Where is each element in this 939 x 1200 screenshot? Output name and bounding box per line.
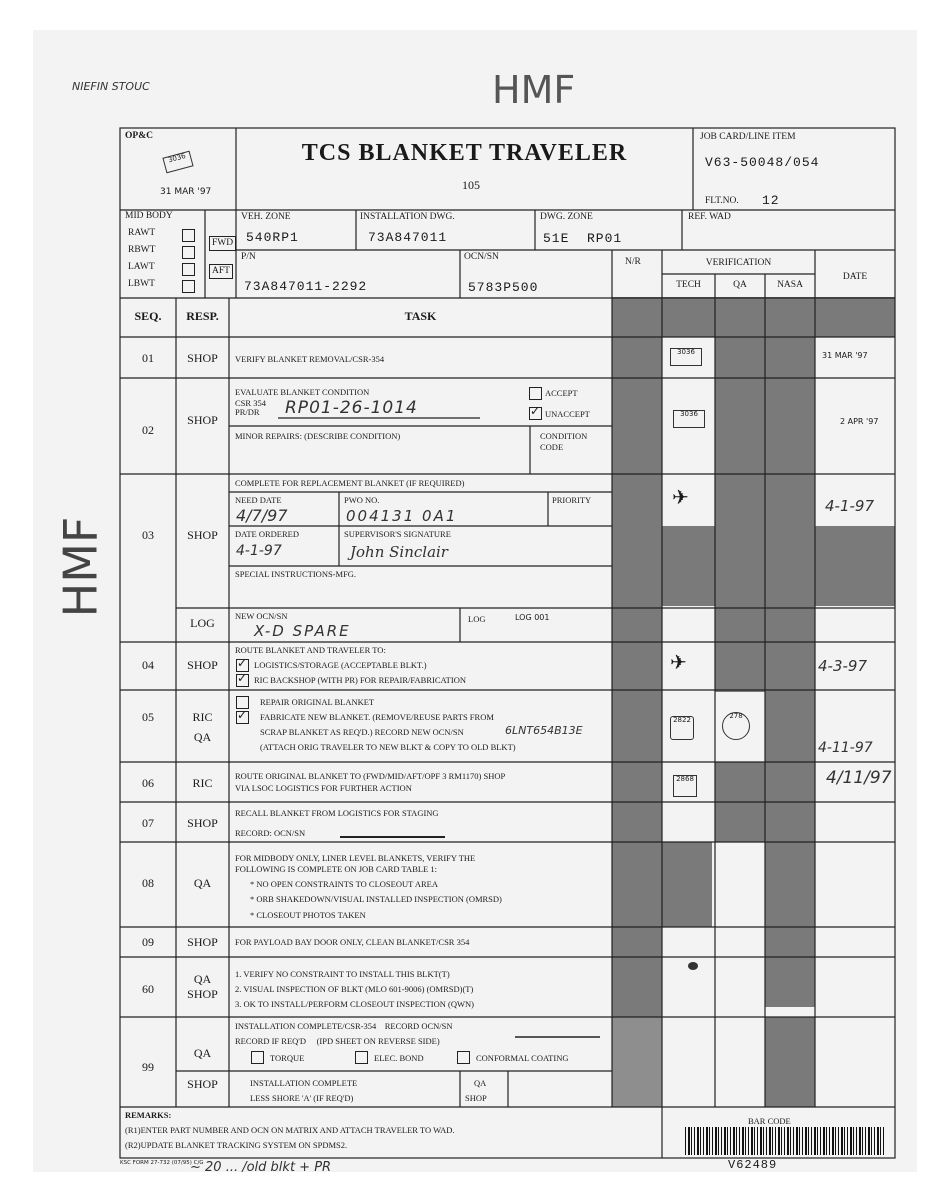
rawt-checkbox[interactable] xyxy=(182,229,195,242)
row-01-seq: 01 xyxy=(142,351,154,365)
row-60-line3: 3. OK TO INSTALL/PERFORM CLOSEOUT INSPECTION (QWN) xyxy=(235,999,474,1009)
row-04-route: ROUTE BLANKET AND TRAVELER TO: xyxy=(235,645,386,655)
install-dwg-value: 73A847011 xyxy=(368,230,448,245)
barcode-value: V62489 xyxy=(728,1158,778,1172)
row-99-shop: SHOP xyxy=(465,1093,487,1103)
row-02-minor: MINOR REPAIRS: (DESCRIBE CONDITION) xyxy=(235,431,401,441)
row-07-resp: SHOP xyxy=(187,816,218,830)
row-99-line2: RECORD IF REQ'D (IPD SHEET ON REVERSE SIDE) xyxy=(235,1036,440,1046)
flt-no-value: 12 xyxy=(762,193,780,208)
fabricate-new-checkbox[interactable] xyxy=(236,711,249,724)
ocn-label: OCN/SN xyxy=(464,252,499,262)
row-06-line2: VIA LSOC LOGISTICS FOR FURTHER ACTION xyxy=(235,783,412,793)
row-02-date: 2 APR '97 xyxy=(840,417,879,426)
row-05-resp2: QA xyxy=(193,730,212,744)
torque-checkbox[interactable] xyxy=(251,1051,264,1064)
accept-label: ACCEPT xyxy=(545,388,578,398)
row-02-seq: 02 xyxy=(142,423,154,437)
conformal-coating-label: CONFORMAL COATING xyxy=(476,1053,569,1063)
handwriting-bottom: ~ 20 ... /old blkt + PR xyxy=(190,1160,332,1175)
row-99-resp: QA xyxy=(193,1046,212,1060)
new-ocn-label: NEW OCN/SN xyxy=(235,611,288,621)
row-99-line4: INSTALLATION COMPLETE xyxy=(250,1078,358,1088)
mid-body-lbwt: LBWT xyxy=(128,279,155,289)
need-date-value: 4/7/97 xyxy=(236,506,288,525)
date-ordered-label: DATE ORDERED xyxy=(235,529,299,539)
ric-backshop-checkbox[interactable] xyxy=(236,674,249,687)
row-04-seq: 04 xyxy=(142,658,154,672)
flt-no-label: FLT.NO. xyxy=(705,196,739,206)
row-05-ocn-hand: 6LNT654B13E xyxy=(505,724,583,737)
row-08-line2: FOLLOWING IS COMPLETE ON JOB CARD TABLE 1: xyxy=(235,864,437,874)
row-07-seq: 07 xyxy=(142,816,154,830)
row-05-seq: 05 xyxy=(142,710,154,724)
row-99-seq: 99 xyxy=(142,1060,154,1074)
row-04-resp: SHOP xyxy=(187,658,218,672)
row-02-resp: SHOP xyxy=(187,413,218,427)
row-01-resp: SHOP xyxy=(187,351,218,365)
remarks-label: REMARKS: xyxy=(125,1110,172,1120)
task-header: TASK xyxy=(404,309,437,323)
row-08-bullet1: * NO OPEN CONSTRAINTS TO CLOSEOUT AREA xyxy=(250,879,438,889)
remark-r1: (R1)ENTER PART NUMBER AND OCN ON MATRIX AND ATTACH TRAVELER TO WAD. xyxy=(125,1125,455,1135)
unaccept-label: UNACCEPT xyxy=(545,409,590,419)
row-05-opt1: REPAIR ORIGINAL BLANKET xyxy=(260,697,375,707)
row-02-prdr-value: RP01-26-1014 xyxy=(285,398,418,418)
row-05-qa-stamp: 278 xyxy=(722,712,750,740)
row-04-tech-mark: ✈ xyxy=(670,652,687,674)
barcode-label: BAR CODE xyxy=(748,1116,791,1126)
need-date-label: NEED DATE xyxy=(235,495,282,505)
row-05-date: 4-11-97 xyxy=(818,740,873,756)
row-06-seq: 06 xyxy=(142,776,154,790)
row-03-resp: SHOP xyxy=(187,528,218,542)
row-07-line2: RECORD: OCN/SN xyxy=(235,828,306,838)
row-99-line1: INSTALLATION COMPLETE/CSR-354 RECORD OCN/SN xyxy=(235,1021,453,1031)
row-03-seq: 03 xyxy=(142,528,154,542)
pn-label: P/N xyxy=(241,252,256,262)
row-02-csr: CSR 354 xyxy=(235,398,266,408)
unaccept-checkbox[interactable] xyxy=(529,407,542,420)
supervisor-label: SUPERVISOR'S SIGNATURE xyxy=(344,529,451,539)
handwriting-hmf-top: HMF xyxy=(492,68,576,112)
row-09-seq: 09 xyxy=(142,935,154,949)
row-01-tech-stamp: 3036 xyxy=(670,348,702,366)
supervisor-signature: John Sinclair xyxy=(350,543,448,561)
row-99-line5: LESS SHORE 'A' (IF REQ'D) xyxy=(250,1093,354,1103)
qa-label: QA xyxy=(733,280,747,290)
conformal-coating-checkbox[interactable] xyxy=(457,1051,470,1064)
row-08-line1: FOR MIDBODY ONLY, LINER LEVEL BLANKETS, VERIFY THE xyxy=(235,853,476,863)
lbwt-checkbox[interactable] xyxy=(182,280,195,293)
rbwt-checkbox[interactable] xyxy=(182,246,195,259)
veh-zone-value: 540RP1 xyxy=(246,230,299,245)
seq-header: SEQ. xyxy=(134,309,162,323)
row-01-date: 31 MAR '97 xyxy=(822,351,868,360)
ocn-value: 5783P500 xyxy=(468,280,539,295)
opc-stamp: 3036 xyxy=(162,151,193,174)
row-09-line1: FOR PAYLOAD BAY DOOR ONLY, CLEAN BLANKET/CSR 354 xyxy=(235,937,470,947)
date-ordered-value: 4-1-97 xyxy=(236,543,282,559)
opc-date: 31 MAR '97 xyxy=(160,187,212,197)
row-09-resp: SHOP xyxy=(187,935,218,949)
resp-header: RESP. xyxy=(186,309,219,323)
traveler-number: 105 xyxy=(462,178,480,192)
remark-r2: (R2)UPDATE BLANKET TRACKING SYSTEM ON SPDMS2. xyxy=(125,1140,348,1150)
row-99-qa: QA xyxy=(474,1078,487,1088)
row-60-tech-mark xyxy=(688,962,698,970)
row-99-resp2: SHOP xyxy=(187,1077,218,1091)
nr-label: N/R xyxy=(625,257,641,267)
lawt-checkbox[interactable] xyxy=(182,263,195,276)
row-02-prdr-label: PR/DR xyxy=(235,407,260,417)
aft-label: AFT xyxy=(209,264,233,279)
row-03-date: 4-1-97 xyxy=(825,497,874,515)
special-instructions: SPECIAL INSTRUCTIONS-MFG. xyxy=(235,569,357,579)
nasa-label: NASA xyxy=(777,280,803,290)
row-05-line2: SCRAP BLANKET AS REQ'D.) RECORD NEW OCN/SN xyxy=(260,727,464,737)
row-03-tech-mark: ✈ xyxy=(672,487,689,509)
log-resp: LOG xyxy=(190,616,215,630)
row-60-seq: 60 xyxy=(142,982,154,996)
row-04-opt2: RIC BACKSHOP (WITH PR) FOR REPAIR/FABRICATION xyxy=(254,675,466,685)
job-card-label: JOB CARD/LINE ITEM xyxy=(700,132,796,142)
install-dwg-label: INSTALLATION DWG. xyxy=(360,212,455,222)
job-card-value: V63-50048/054 xyxy=(705,155,820,170)
fwd-label: FWD xyxy=(209,236,236,251)
row-06-resp: RIC xyxy=(192,776,213,790)
pwo-value: 004131 0A1 xyxy=(346,507,458,525)
pn-value: 73A847011-2292 xyxy=(244,279,368,294)
row-02-evaluate: EVALUATE BLANKET CONDITION xyxy=(235,387,370,397)
accept-checkbox[interactable] xyxy=(529,387,542,400)
handwriting-hmf-margin: HMF xyxy=(53,516,108,618)
row-04-opt1: LOGISTICS/STORAGE (ACCEPTABLE BLKT.) xyxy=(254,660,427,670)
log-stamp: LOG 001 xyxy=(515,613,550,622)
form-title: TCS BLANKET TRAVELER xyxy=(301,140,628,166)
date-label: DATE xyxy=(842,272,868,282)
row-05-tech-stamp: 2822 xyxy=(670,716,694,740)
veh-zone-label: VEH. ZONE xyxy=(241,212,291,222)
row-08-resp: QA xyxy=(193,876,212,890)
ref-wad-label: REF. WAD xyxy=(688,212,731,222)
torque-label: TORQUE xyxy=(270,1053,305,1063)
opc-label: OP&C xyxy=(125,131,153,141)
log-label: LOG xyxy=(468,614,486,624)
row-06-line1: ROUTE ORIGINAL BLANKET TO (FWD/MID/AFT/OPF 3 RM1170) SHOP xyxy=(235,771,506,781)
verification-label: VERIFICATION xyxy=(705,258,772,268)
mid-body-lawt: LAWT xyxy=(128,262,155,272)
row-01-task: VERIFY BLANKET REMOVAL/CSR-354 xyxy=(235,354,385,364)
mid-body-rawt: RAWT xyxy=(128,228,156,238)
elec-bond-label: ELEC. BOND xyxy=(374,1053,424,1063)
new-ocn-value: X-D SPARE xyxy=(254,622,351,640)
row-05-opt2: FABRICATE NEW BLANKET. (REMOVE/REUSE PARTS FROM xyxy=(260,712,494,722)
row-05-resp: RIC xyxy=(192,710,213,724)
elec-bond-checkbox[interactable] xyxy=(355,1051,368,1064)
mid-body-label: MID BODY xyxy=(125,211,173,221)
row-08-seq: 08 xyxy=(142,876,154,890)
handwriting-top-left: NIEFIN STOUC xyxy=(72,80,150,93)
row-02-condition-code: CONDITION CODE xyxy=(540,431,588,452)
row-60-resp: QA xyxy=(193,972,212,986)
row-04-date: 4-3-97 xyxy=(818,657,867,675)
row-06-date: 4/11/97 xyxy=(826,768,892,788)
form-number: KSC FORM 27-732 (07/95) C/G xyxy=(120,1160,204,1166)
row-05-line3: (ATTACH ORIG TRAVELER TO NEW BLKT & COPY TO OLD BLKT) xyxy=(260,742,516,752)
row-08-bullet2: * ORB SHAKEDOWN/VISUAL INSTALLED INSPECTION (OMRSD) xyxy=(250,894,502,904)
tech-label: TECH xyxy=(676,280,701,290)
pwo-label: PWO NO. xyxy=(344,495,380,505)
barcode xyxy=(685,1127,885,1155)
row-02-tech-stamp: 3036 xyxy=(673,410,705,428)
row-06-tech-stamp: 2868 xyxy=(673,775,697,797)
dwg-zone-label: DWG. ZONE xyxy=(540,212,593,222)
mid-body-rbwt: RBWT xyxy=(128,245,156,255)
dwg-zone-value: 51E RP01 xyxy=(543,231,623,246)
row-60-line1: 1. VERIFY NO CONSTRAINT TO INSTALL THIS BLKT(T) xyxy=(235,969,450,979)
priority-label: PRIORITY xyxy=(552,495,592,505)
row-08-bullet3: * CLOSEOUT PHOTOS TAKEN xyxy=(250,910,366,920)
row-60-resp2: SHOP xyxy=(187,987,218,1001)
row-60-line2: 2. VISUAL INSPECTION OF BLKT (MLO 601-9006) (OMRSD)(T) xyxy=(235,984,474,994)
row-03-complete: COMPLETE FOR REPLACEMENT BLANKET (IF REQUIRED) xyxy=(235,478,465,488)
row-07-line1: RECALL BLANKET FROM LOGISTICS FOR STAGING xyxy=(235,808,439,818)
